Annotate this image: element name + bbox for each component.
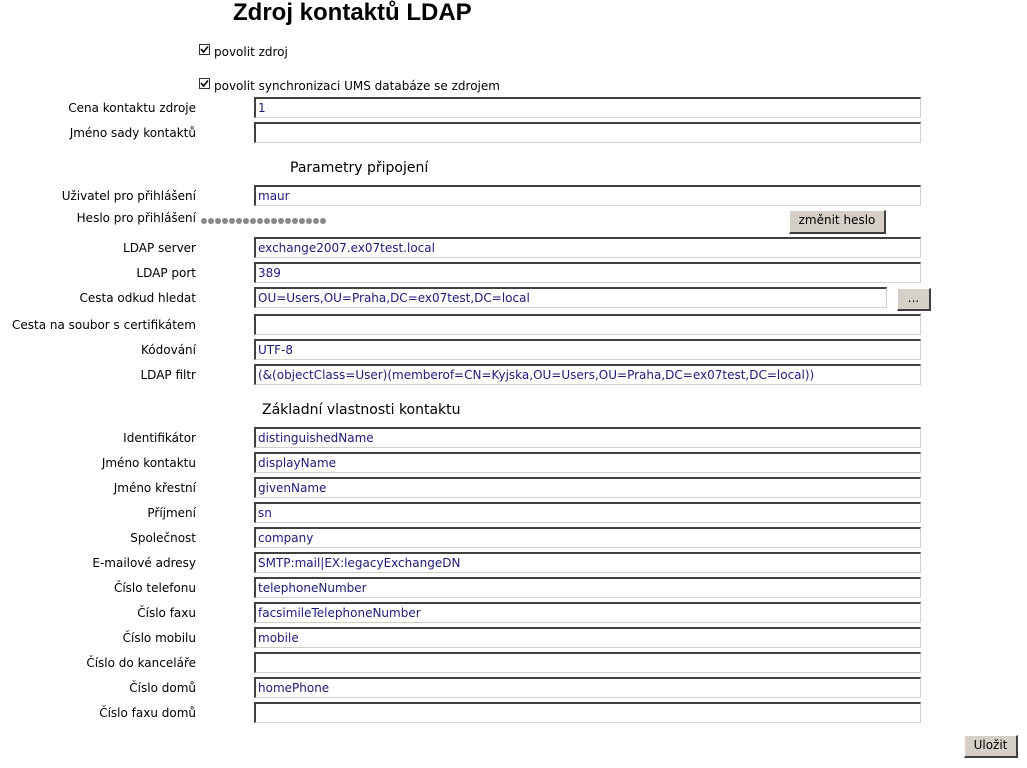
password-dot	[292, 218, 298, 224]
phone-input[interactable]: telephoneNumber	[254, 577, 921, 598]
change-password-button[interactable]: změnit heslo	[789, 210, 886, 234]
ldap-filter-input[interactable]: (&(objectClass=User)(memberof=CN=Kyjska,OU=Users,OU=Praha,DC=ex07test,DC=local))	[254, 364, 921, 385]
enable-sync-checkbox[interactable]	[199, 78, 210, 89]
fax-input[interactable]: facsimileTelephoneNumber	[254, 602, 921, 623]
login-user-label: Uživatel pro přihlášení	[61, 189, 196, 203]
prop-label: Identifikátor	[123, 431, 196, 445]
browse-button[interactable]: ...	[897, 288, 931, 311]
ldap-filter-label: LDAP filtr	[140, 368, 196, 382]
surname-input[interactable]: sn	[254, 502, 921, 523]
home-fax-input[interactable]	[254, 702, 921, 723]
password-dot	[285, 218, 291, 224]
password-dot	[229, 218, 235, 224]
ldap-server-input[interactable]: exchange2007.ex07test.local	[254, 237, 921, 258]
password-dot	[222, 218, 228, 224]
prop-label: Jméno kontaktu	[101, 456, 196, 470]
contact-set-name-label: Jméno sady kontaktů	[69, 126, 196, 140]
password-dot	[313, 218, 319, 224]
mobile-input[interactable]: mobile	[254, 627, 921, 648]
page-title: Zdroj kontaktů LDAP	[233, 0, 472, 26]
password-dot	[271, 218, 277, 224]
prop-label: Příjmení	[147, 506, 196, 520]
password-dot	[278, 218, 284, 224]
enable-source-checkbox[interactable]	[199, 44, 210, 55]
ldap-port-label: LDAP port	[136, 266, 196, 280]
password-dot	[243, 218, 249, 224]
prop-label: Společnost	[130, 531, 196, 545]
enable-sync-label: povolit synchronizaci UMS databáze se zdrojem	[214, 79, 500, 93]
contact-name-input[interactable]: displayName	[254, 452, 921, 473]
enable-source-label: povolit zdroj	[214, 45, 288, 59]
login-user-input[interactable]: maur	[254, 185, 921, 206]
prop-label: E-mailové adresy	[92, 556, 196, 570]
company-input[interactable]: company	[254, 527, 921, 548]
cert-path-input[interactable]	[254, 314, 921, 335]
ldap-server-label: LDAP server	[123, 241, 196, 255]
contact-set-name-input[interactable]	[254, 122, 921, 143]
prop-label: Číslo faxu domů	[99, 706, 196, 720]
cert-path-label: Cesta na soubor s certifikátem	[11, 318, 196, 332]
encoding-label: Kódování	[141, 343, 196, 357]
password-dot	[201, 218, 207, 224]
prop-label: Číslo faxu	[137, 606, 196, 620]
password-dot	[320, 218, 326, 224]
prop-label: Číslo mobilu	[122, 631, 196, 645]
password-dot	[236, 218, 242, 224]
office-phone-input[interactable]	[254, 652, 921, 673]
password-dot	[306, 218, 312, 224]
password-dot	[215, 218, 221, 224]
prop-label: Číslo do kanceláře	[86, 656, 196, 670]
search-base-input[interactable]: OU=Users,OU=Praha,DC=ex07test,DC=local	[254, 287, 887, 308]
connection-heading: Parametry připojení	[290, 160, 429, 176]
contact-price-label: Cena kontaktu zdroje	[68, 101, 196, 115]
password-mask	[201, 218, 327, 226]
prop-label: Jméno křestní	[113, 481, 196, 495]
ldap-port-input[interactable]: 389	[254, 262, 921, 283]
checkmark-icon	[200, 79, 209, 88]
password-dot	[250, 218, 256, 224]
prop-label: Číslo telefonu	[113, 581, 196, 595]
prop-label: Číslo domů	[129, 681, 196, 695]
password-dot	[208, 218, 214, 224]
encoding-input[interactable]: UTF-8	[254, 339, 921, 360]
save-button[interactable]: Uložit	[964, 735, 1018, 758]
email-addresses-input[interactable]: SMTP:mail|EX:legacyExchangeDN	[254, 552, 921, 573]
contact-props-heading: Základní vlastnosti kontaktu	[262, 402, 461, 418]
identifier-input[interactable]: distinguishedName	[254, 427, 921, 448]
password-dot	[257, 218, 263, 224]
checkmark-icon	[200, 45, 209, 54]
home-phone-input[interactable]: homePhone	[254, 677, 921, 698]
password-dot	[299, 218, 305, 224]
login-password-label: Heslo pro přihlášení	[76, 211, 196, 225]
password-dot	[264, 218, 270, 224]
given-name-input[interactable]: givenName	[254, 477, 921, 498]
contact-price-input[interactable]: 1	[254, 97, 921, 118]
search-base-label: Cesta odkud hledat	[79, 291, 196, 305]
